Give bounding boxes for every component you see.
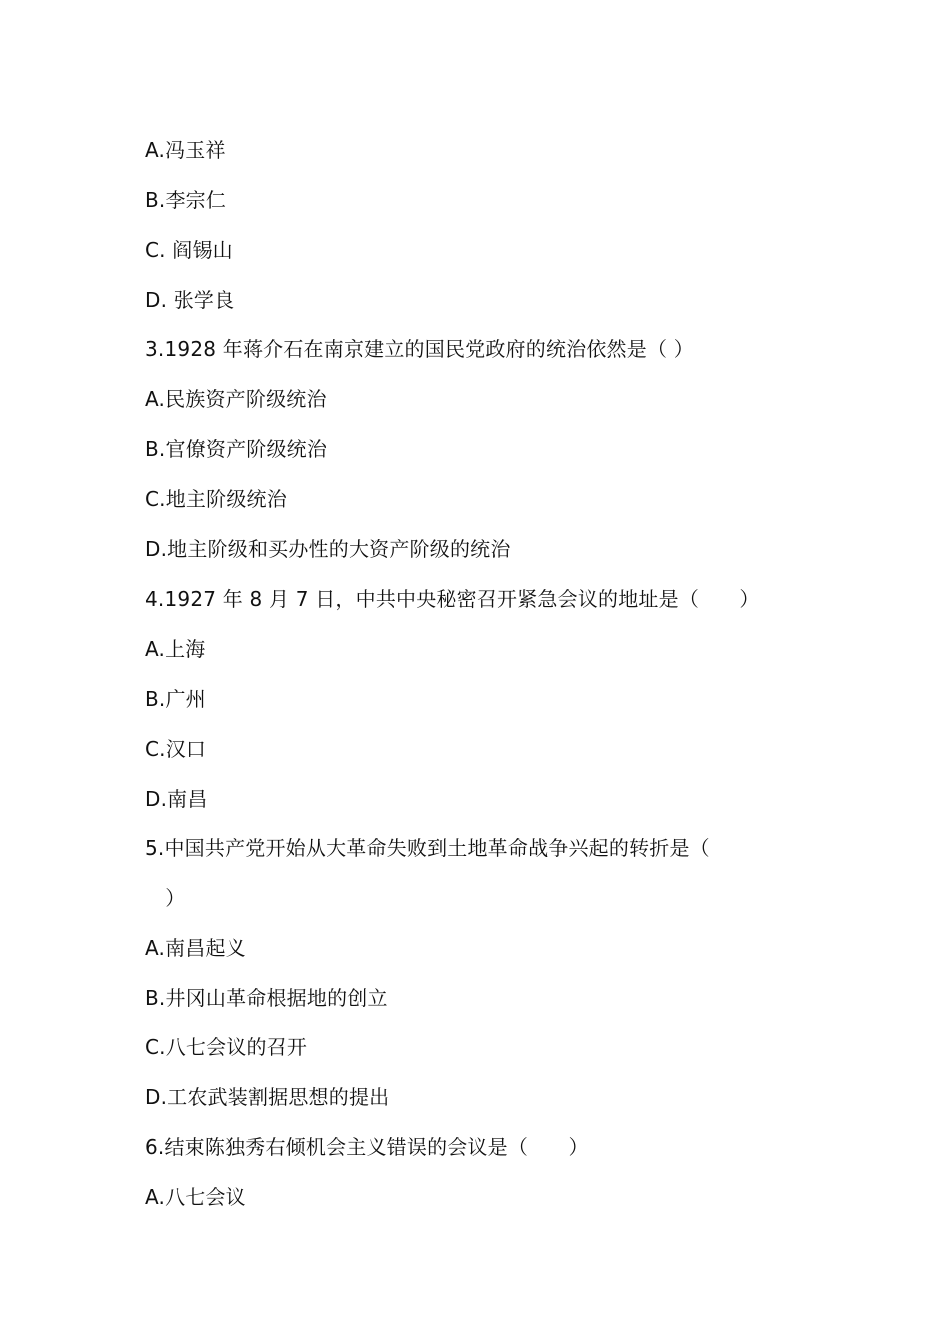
option-a-q4: A.上海 [145, 637, 206, 661]
question-5-continuation: ） [145, 886, 186, 910]
option-a-q3: A.民族资产阶级统治 [145, 387, 327, 411]
option-d-q5: D.工农武装割据思想的提出 [145, 1085, 390, 1109]
option-c-q2: C. 阎锡山 [145, 238, 233, 262]
option-c-q3: C.地主阶级统治 [145, 487, 287, 511]
option-d-q3: D.地主阶级和买办性的大资产阶级的统治 [145, 537, 511, 561]
option-b-q3: B.官僚资产阶级统治 [145, 437, 328, 461]
question-6: 6.结束陈独秀右倾机会主义错误的会议是（ ） [145, 1135, 589, 1159]
option-c-q4: C.汉口 [145, 737, 207, 761]
option-a-q5: A.南昌起义 [145, 936, 246, 960]
option-a-q6: A.八七会议 [145, 1185, 246, 1209]
option-b-q5: B.井冈山革命根据地的创立 [145, 986, 388, 1010]
option-b-q2: B.李宗仁 [145, 188, 227, 212]
option-d-q4: D.南昌 [145, 787, 208, 811]
option-c-q5: C.八七会议的召开 [145, 1035, 308, 1059]
question-4: 4.1927 年 8 月 7 日，中共中央秘密召开紧急会议的地址是（ ） [145, 587, 760, 611]
question-3: 3.1928 年蒋介石在南京建立的国民党政府的统治依然是（ ） [145, 337, 694, 361]
question-5: 5.中国共产党开始从大革命失败到土地革命战争兴起的转折是（ [145, 836, 710, 860]
option-d-q2: D. 张学良 [145, 288, 235, 312]
option-a-q2: A.冯玉祥 [145, 138, 226, 162]
option-b-q4: B.广州 [145, 687, 206, 711]
